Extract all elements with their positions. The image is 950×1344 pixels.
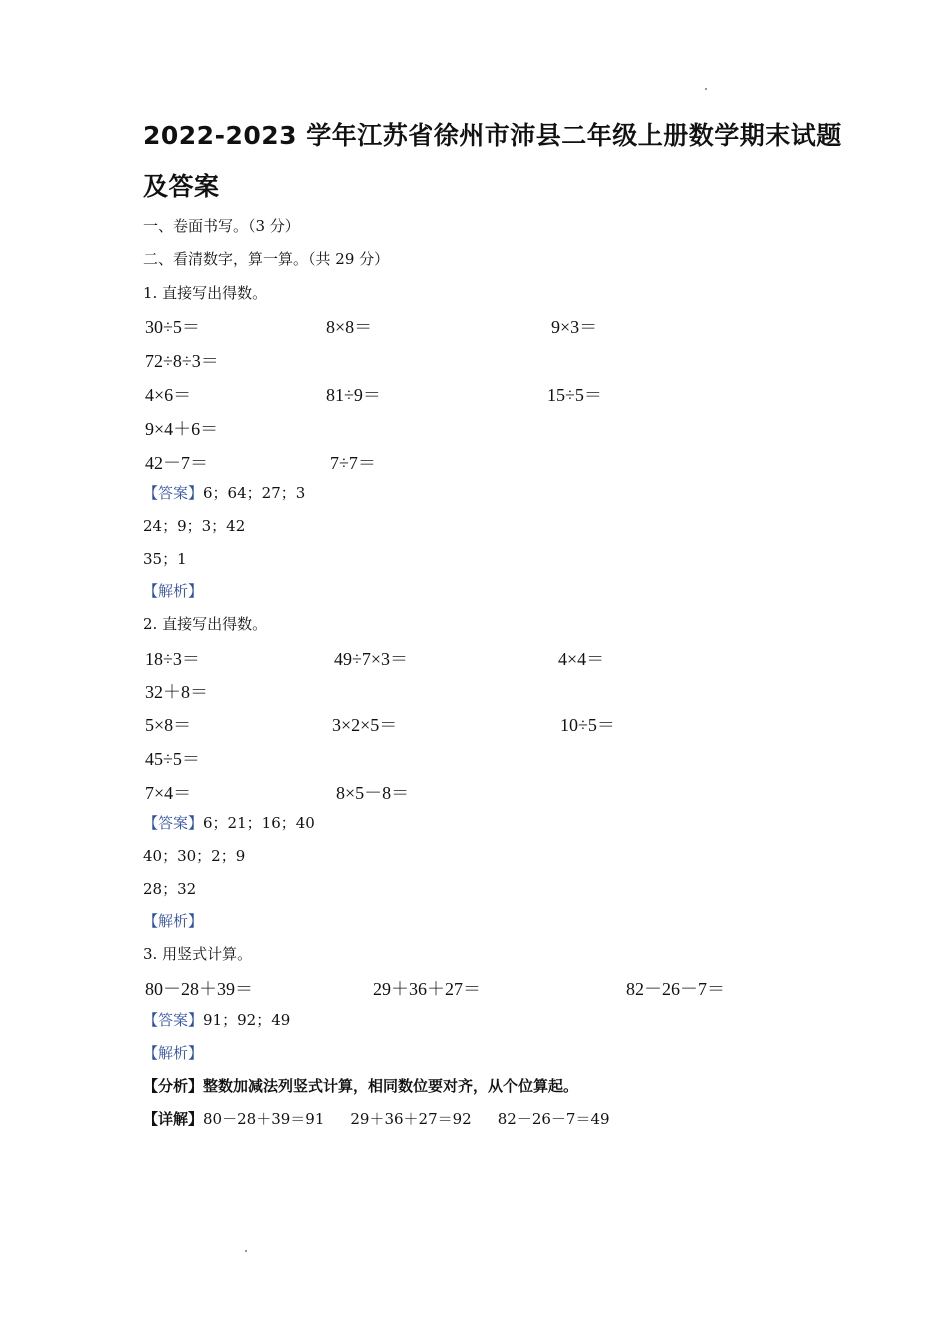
answer-line <box>143 1009 290 1030</box>
equation: 5×8＝ <box>145 715 192 735</box>
xiangjie-item: 80－28＋39＝91 <box>203 1110 325 1128</box>
answer-tag: 【答案】 <box>143 484 204 502</box>
xiangjie-tag: 【详解】 <box>143 1110 204 1128</box>
answer-text: 28；32 <box>143 880 197 898</box>
equation: 82－26－7＝ <box>626 979 725 999</box>
section-heading-1: 一、卷面书写。（3 分） <box>143 217 300 235</box>
equation: 7÷7＝ <box>330 453 376 473</box>
answer-text: 91；92；49 <box>203 1011 291 1029</box>
fenxi-tag: 【分析】 <box>143 1077 204 1095</box>
answer-line <box>143 812 315 833</box>
question-3-heading: 3. 用竖式计算。 <box>143 945 253 963</box>
equation: 9×4＋6＝ <box>145 419 219 439</box>
equation: 81÷9＝ <box>326 385 381 405</box>
equation: 29＋36＋27＝ <box>373 979 481 999</box>
equation: 4×4＝ <box>558 649 605 669</box>
answer-text: 24；9；3；42 <box>143 517 246 535</box>
answer-text: 6；64；27；3 <box>203 484 306 502</box>
question-2-heading: 2. 直接写出得数。 <box>143 615 268 633</box>
equation: 32＋8＝ <box>145 682 208 702</box>
fenxi-text: 整数加减法列竖式计算，相同数位要对齐，从个位算起。 <box>203 1077 579 1095</box>
equation: 80－28＋39＝ <box>145 979 253 999</box>
answer-text: 6；21；16；40 <box>203 814 315 832</box>
answer-tag: 【答案】 <box>143 1011 204 1029</box>
equation: 8×5－8＝ <box>336 783 410 803</box>
equation: 72÷8÷3＝ <box>145 351 219 371</box>
document-title-line1: 2022-2023 学年江苏省徐州市沛县二年级上册数学期末试题 <box>143 121 842 150</box>
equation: 4×6＝ <box>145 385 192 405</box>
answer-text: 35；1 <box>143 550 187 568</box>
question-1-heading: 1. 直接写出得数。 <box>143 284 268 302</box>
equation: 18÷3＝ <box>145 649 200 669</box>
speck-dot <box>245 1250 247 1252</box>
equation: 3×2×5＝ <box>332 715 398 735</box>
analysis-tag: 【解析】 <box>143 582 204 600</box>
xiangjie-item: 82－26－7＝49 <box>497 1110 610 1128</box>
xiangjie-item: 29＋36＋27＝92 <box>350 1110 472 1128</box>
equation: 42－7＝ <box>145 453 208 473</box>
analysis-fenxi-line <box>143 1075 578 1096</box>
document-title-line2: 及答案 <box>143 172 220 201</box>
equation: 8×8＝ <box>326 317 373 337</box>
answer-tag: 【答案】 <box>143 814 204 832</box>
equation: 30÷5＝ <box>145 317 200 337</box>
answer-line <box>143 482 305 503</box>
equation: 15÷5＝ <box>547 385 602 405</box>
equation: 9×3＝ <box>551 317 598 337</box>
analysis-xiangjie-line <box>143 1108 610 1129</box>
equation: 7×4＝ <box>145 783 192 803</box>
analysis-tag: 【解析】 <box>143 1044 204 1062</box>
equation: 49÷7×3＝ <box>334 649 409 669</box>
speck-dot <box>705 88 707 90</box>
equation: 45÷5＝ <box>145 749 200 769</box>
section-heading-2: 二、看清数字，算一算。（共 29 分） <box>143 250 390 268</box>
equation: 10÷5＝ <box>560 715 615 735</box>
analysis-tag: 【解析】 <box>143 912 204 930</box>
answer-text: 40；30；2；9 <box>143 847 246 865</box>
